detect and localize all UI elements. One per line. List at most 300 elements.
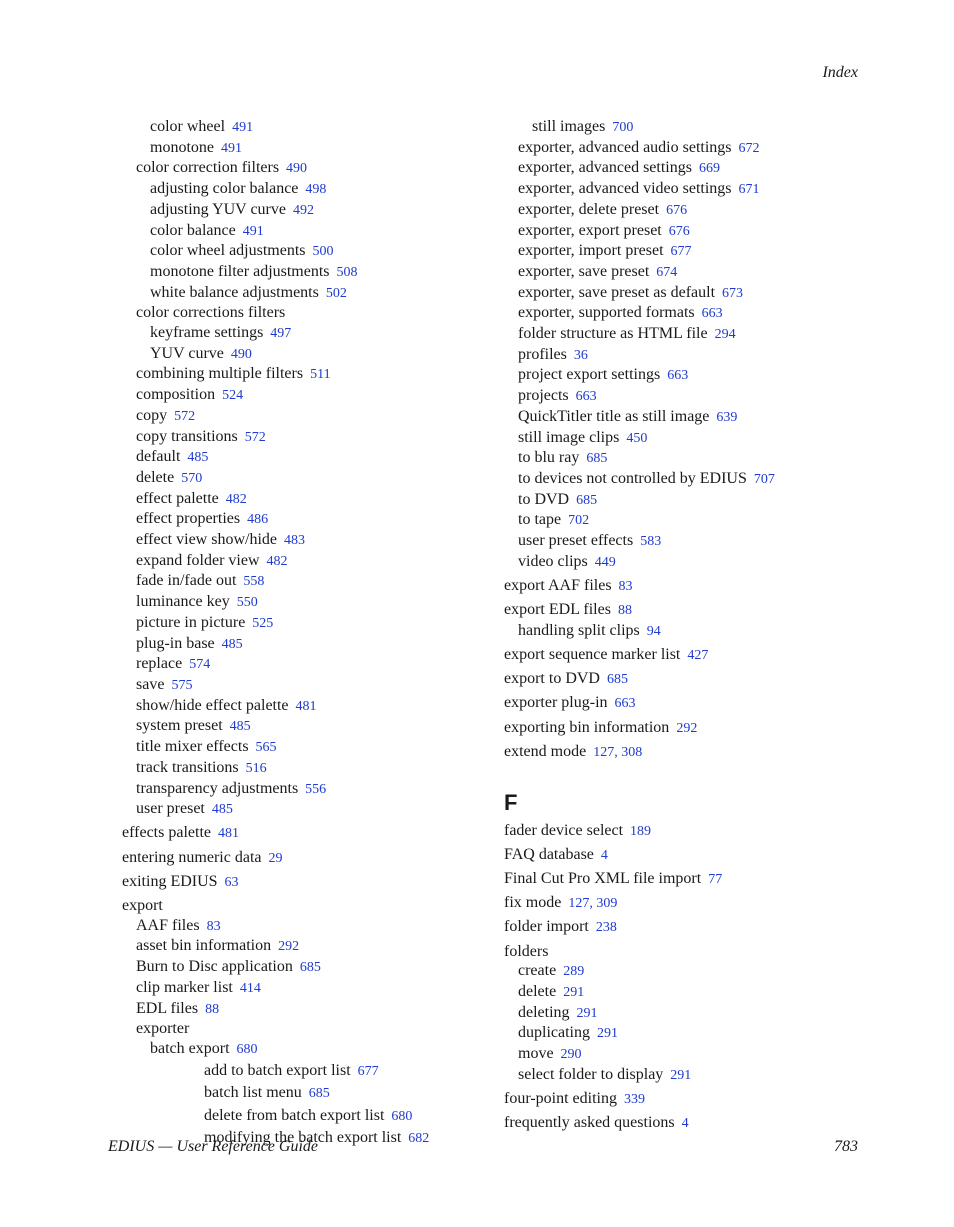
index-entry	[122, 364, 482, 385]
index-entry	[122, 447, 482, 468]
page-link[interactable]: 685	[586, 451, 608, 467]
page-refs	[305, 782, 326, 797]
page-link[interactable]: 292	[676, 720, 698, 736]
index-term: exporter, advanced settings	[518, 159, 692, 177]
index-entry	[504, 345, 844, 366]
index-term: to DVD	[518, 490, 570, 508]
index-entry	[122, 1039, 482, 1060]
page-refs	[252, 616, 273, 631]
index-term: keyframe settings	[150, 324, 264, 342]
index-column-right	[504, 117, 844, 1134]
page-link[interactable]: 707	[753, 471, 775, 487]
page-refs	[243, 574, 264, 589]
index-entry	[504, 742, 844, 763]
index-term: exporter, save preset as default	[518, 283, 716, 301]
index-term: color wheel	[150, 118, 226, 135]
index-term: exporter plug-in	[504, 694, 608, 712]
page-refs	[337, 265, 358, 280]
page-refs	[237, 1042, 258, 1057]
page-link[interactable]: 449	[594, 554, 616, 570]
page-link[interactable]: 490	[230, 346, 252, 362]
page-refs	[358, 1064, 379, 1079]
index-entry	[122, 489, 482, 510]
page-refs	[240, 981, 261, 996]
index-entry	[504, 693, 844, 714]
index-term: batch export	[150, 1039, 230, 1057]
index-term: to devices not controlled by EDIUS	[518, 469, 747, 487]
index-entry	[122, 916, 482, 937]
index-term: export to DVD	[504, 670, 600, 688]
index-term: effect palette	[136, 489, 219, 507]
page-link[interactable]: 570	[181, 470, 203, 486]
index-entry	[504, 982, 844, 1003]
page-refs	[222, 637, 243, 652]
page-refs	[595, 555, 616, 570]
page-link[interactable]: 127	[568, 896, 590, 912]
page-refs	[624, 1092, 645, 1107]
index-term: export EDL files	[504, 601, 611, 619]
page-refs	[305, 182, 326, 197]
index-entry	[504, 718, 844, 739]
page-link[interactable]: 482	[225, 491, 247, 507]
page-link[interactable]: 291	[596, 1026, 618, 1042]
page-refs	[687, 648, 708, 663]
running-header: Index	[822, 64, 858, 81]
index-term: folders	[504, 942, 549, 960]
index-term: expand folder view	[136, 551, 260, 569]
page-link[interactable]: 556	[305, 781, 327, 797]
index-term: delete	[518, 983, 557, 1001]
page-refs	[669, 224, 690, 239]
page-refs	[563, 985, 584, 1000]
index-entry	[504, 386, 844, 407]
page-link[interactable]: 502	[325, 285, 347, 301]
page-link[interactable]: 685	[299, 960, 321, 976]
page-refs	[222, 388, 243, 403]
page-link[interactable]: 491	[221, 140, 242, 156]
page-refs	[300, 960, 321, 975]
index-term: extend mode	[504, 742, 587, 760]
page-link[interactable]: 525	[252, 615, 274, 631]
index-term: deleting	[518, 1003, 570, 1021]
index-entry	[504, 961, 844, 982]
page-refs	[618, 603, 632, 618]
page-link[interactable]: 83	[206, 918, 221, 934]
index-entry	[122, 848, 482, 869]
index-term: fader device select	[504, 821, 624, 839]
page-refs	[576, 493, 597, 508]
page-link[interactable]: 485	[221, 636, 243, 652]
page-link[interactable]: 238	[595, 920, 617, 936]
page-ref-separator: ,	[614, 744, 622, 760]
page-link[interactable]: 94	[646, 623, 661, 639]
index-entry	[122, 509, 482, 530]
page-link[interactable]: 339	[624, 1092, 645, 1108]
index-entry	[504, 621, 844, 642]
page-link[interactable]: 673	[722, 285, 744, 301]
index-entry	[504, 510, 844, 531]
page-link[interactable]: 414	[239, 980, 261, 996]
index-entry	[504, 845, 844, 866]
page-link[interactable]: 491	[242, 223, 264, 239]
index-entry	[122, 200, 482, 221]
page-link[interactable]: 289	[563, 964, 585, 980]
page-refs	[702, 306, 723, 321]
page-link[interactable]: 497	[270, 326, 292, 342]
index-entry	[504, 1023, 844, 1044]
index-term: add to batch export list	[204, 1061, 351, 1079]
page-link[interactable]: 558	[243, 574, 265, 590]
index-entry	[122, 758, 482, 779]
index-entry	[504, 490, 844, 511]
index-entry	[122, 675, 482, 696]
page-link[interactable]: 575	[171, 677, 193, 693]
index-term: create	[518, 962, 557, 980]
page-link[interactable]: 676	[668, 223, 690, 239]
index-term: adjusting color balance	[150, 180, 299, 198]
page-link[interactable]: 491	[232, 120, 254, 135]
index-term: track transitions	[136, 758, 239, 776]
index-term: user preset effects	[518, 532, 634, 550]
page-refs	[207, 919, 221, 934]
index-entry	[504, 117, 844, 138]
page-refs	[269, 851, 283, 866]
page-ref-separator: ,	[589, 896, 597, 912]
page-refs	[577, 1006, 598, 1021]
index-term: move	[518, 1045, 554, 1063]
page-refs	[408, 1131, 429, 1146]
index-entry	[504, 1113, 844, 1134]
page-link[interactable]: 291	[576, 1005, 598, 1021]
page-link[interactable]: 663	[614, 696, 636, 712]
index-term: monotone filter adjustments	[150, 262, 330, 280]
page-refs	[278, 939, 299, 954]
page-link[interactable]: 676	[666, 202, 688, 218]
page-refs	[171, 678, 192, 693]
page-refs	[270, 326, 291, 341]
index-term: QuickTitler title as still image	[518, 407, 710, 425]
page-link[interactable]: 700	[612, 120, 634, 135]
index-entry	[122, 117, 482, 138]
index-term: exporter, export preset	[518, 221, 662, 239]
page-link[interactable]: 663	[575, 389, 597, 405]
index-term: frequently asked questions	[504, 1114, 675, 1132]
index-term: four-point editing	[504, 1090, 617, 1108]
page-link[interactable]: 83	[618, 578, 633, 594]
page-link[interactable]: 498	[305, 182, 327, 198]
index-term: folder structure as HTML file	[518, 325, 708, 343]
page-link[interactable]: 291	[563, 985, 585, 1001]
index-entry	[122, 221, 482, 242]
page-link[interactable]: 677	[357, 1063, 379, 1079]
index-entry	[504, 138, 844, 159]
index-term: projects	[518, 387, 569, 405]
page-link[interactable]: 291	[670, 1067, 692, 1083]
index-term: exiting EDIUS	[122, 872, 218, 890]
page-refs	[708, 872, 722, 887]
index-term: entering numeric data	[122, 848, 262, 866]
index-term: fade in/fade out	[136, 572, 237, 590]
page-refs	[676, 721, 697, 736]
index-term: effect view show/hide	[136, 531, 277, 549]
page-link[interactable]: 308	[621, 744, 643, 760]
index-entry	[122, 779, 482, 800]
index-term: clip marker list	[136, 978, 233, 996]
index-entry	[504, 1003, 844, 1024]
page-link[interactable]: 482	[266, 553, 288, 569]
page-link[interactable]: 36	[573, 347, 588, 363]
index-term: transparency adjustments	[136, 779, 299, 797]
index-entry	[504, 448, 844, 469]
page-link[interactable]: 663	[667, 368, 689, 384]
index-entry	[122, 179, 482, 200]
index-entry	[122, 613, 482, 634]
index-entry	[504, 600, 844, 621]
index-entry	[122, 241, 482, 262]
page-refs	[225, 875, 239, 890]
page-link[interactable]: 574	[189, 657, 211, 673]
index-entry	[504, 576, 844, 597]
page-link[interactable]: 550	[236, 595, 258, 611]
page-link[interactable]: 524	[222, 388, 244, 404]
page-refs	[699, 161, 720, 176]
page-link[interactable]: 672	[738, 140, 760, 156]
index-entry	[504, 407, 844, 428]
page-refs	[561, 1047, 582, 1062]
index-entry	[122, 823, 482, 844]
page-link[interactable]: 481	[217, 826, 239, 842]
page-link[interactable]: 674	[656, 264, 678, 280]
index-term: select folder to display	[518, 1065, 664, 1083]
index-entry	[504, 645, 844, 666]
page-link[interactable]: 450	[626, 430, 648, 446]
index-entry	[504, 893, 844, 914]
page-refs	[563, 964, 584, 979]
index-term: system preset	[136, 717, 223, 735]
index-term: luminance key	[136, 593, 230, 611]
index-entry	[504, 469, 844, 490]
page-link[interactable]: 292	[278, 939, 300, 955]
index-term: color wheel adjustments	[150, 242, 306, 260]
index-term: Burn to Disc application	[136, 958, 293, 976]
page-link[interactable]: 427	[687, 648, 709, 664]
index-entry	[122, 737, 482, 758]
page-link[interactable]: 572	[244, 429, 266, 445]
index-entry	[504, 428, 844, 449]
page-link[interactable]: 4	[681, 1116, 689, 1132]
page-link[interactable]: 685	[576, 492, 598, 508]
page-refs	[309, 1086, 330, 1101]
index-term: EDL files	[136, 999, 199, 1017]
index-entry	[122, 696, 482, 717]
page-refs	[181, 471, 202, 486]
page-refs	[286, 161, 307, 176]
page-refs	[597, 1026, 618, 1041]
page-link[interactable]: 680	[236, 1041, 258, 1057]
page-link[interactable]: 490	[286, 161, 308, 177]
page-refs	[230, 719, 251, 734]
index-term: exporter	[136, 1020, 190, 1038]
index-entry	[504, 283, 844, 304]
page-link[interactable]: 685	[308, 1086, 330, 1102]
page-link[interactable]: 516	[245, 760, 267, 776]
page-link[interactable]: 565	[255, 740, 277, 756]
page-link[interactable]: 127	[593, 744, 615, 760]
index-term: user preset	[136, 800, 205, 818]
index-term: profiles	[518, 345, 567, 363]
page-refs	[246, 761, 267, 776]
page-link[interactable]: 500	[312, 244, 334, 260]
page-refs	[296, 699, 317, 714]
page-link[interactable]: 63	[224, 874, 239, 890]
index-term: effect properties	[136, 510, 241, 528]
page-link[interactable]: 4	[600, 847, 608, 863]
page-link[interactable]: 77	[708, 872, 723, 887]
page-link[interactable]: 671	[738, 182, 760, 198]
page-refs	[607, 672, 628, 687]
index-entry	[504, 669, 844, 690]
page-link[interactable]: 682	[408, 1131, 430, 1147]
page-refs	[391, 1109, 412, 1124]
index-term: adjusting YUV curve	[150, 200, 286, 218]
page-refs	[267, 554, 288, 569]
index-term: export AAF files	[504, 576, 612, 594]
page-link[interactable]: 483	[284, 533, 305, 549]
page-refs	[626, 431, 647, 446]
page-number: 783	[834, 1138, 858, 1155]
page-link[interactable]: 677	[670, 244, 692, 260]
index-entry	[504, 552, 844, 573]
page-refs	[568, 513, 589, 528]
index-entry	[122, 1019, 482, 1039]
page-link[interactable]: 639	[716, 409, 738, 425]
page-refs	[601, 848, 608, 863]
index-term: replace	[136, 655, 183, 673]
page-refs	[596, 920, 617, 935]
page-link[interactable]: 702	[568, 513, 590, 529]
page-refs	[574, 348, 588, 363]
page-link[interactable]: 29	[268, 850, 283, 866]
page-link[interactable]: 508	[336, 264, 358, 280]
page-link[interactable]: 669	[698, 161, 720, 177]
letter-heading: F	[504, 789, 518, 815]
page-refs	[212, 802, 233, 817]
index-term: to tape	[518, 511, 562, 529]
page-link[interactable]: 485	[229, 719, 251, 735]
index-entry	[122, 957, 482, 978]
page-refs	[586, 451, 607, 466]
page-link[interactable]: 485	[211, 802, 233, 818]
index-entry	[122, 571, 482, 592]
page-link[interactable]: 685	[606, 672, 628, 688]
page-link[interactable]: 486	[247, 512, 269, 528]
index-entry	[504, 303, 844, 324]
index-term: YUV curve	[150, 344, 224, 362]
page-link[interactable]: 485	[187, 450, 209, 466]
page-link[interactable]: 189	[630, 823, 652, 839]
index-entry	[122, 344, 482, 365]
index-entry	[122, 1105, 482, 1128]
index-term: FAQ database	[504, 845, 594, 863]
index-term: exporter, advanced audio settings	[518, 138, 732, 156]
index-entry	[504, 1044, 844, 1065]
page-link[interactable]: 88	[617, 603, 632, 619]
page-link[interactable]: 663	[701, 306, 723, 322]
page-refs	[612, 120, 633, 135]
index-term: exporter, advanced video settings	[518, 180, 732, 198]
page-link[interactable]: 294	[714, 327, 736, 343]
index-term: composition	[136, 386, 216, 404]
index-entry	[504, 365, 844, 386]
footer-title: EDIUS — User Reference Guide	[108, 1138, 319, 1155]
page-refs	[226, 492, 247, 507]
page-link[interactable]: 583	[640, 534, 662, 550]
index-entry	[504, 200, 844, 221]
index-entry	[504, 221, 844, 242]
page-refs	[568, 896, 617, 911]
index-term: white balance adjustments	[150, 283, 319, 301]
page-refs	[231, 347, 252, 362]
index-entry	[122, 303, 482, 323]
page-refs	[667, 368, 688, 383]
page-link[interactable]: 481	[295, 698, 317, 714]
page-refs	[619, 579, 633, 594]
index-term: delete	[136, 468, 175, 486]
index-term: fix mode	[504, 894, 562, 912]
page-refs	[310, 367, 330, 382]
index-term: AAF files	[136, 916, 200, 934]
page-link[interactable]: 309	[596, 896, 618, 912]
index-entry	[504, 158, 844, 179]
page-refs	[313, 244, 334, 259]
index-entry	[122, 468, 482, 489]
index-term: exporter, supported formats	[518, 304, 695, 322]
page-refs	[656, 265, 677, 280]
page-link[interactable]: 572	[174, 408, 196, 424]
page-refs	[615, 696, 636, 711]
index-entry	[122, 1060, 482, 1083]
index-term: combining multiple filters	[136, 365, 304, 383]
index-entry	[122, 978, 482, 999]
index-term: still image clips	[518, 428, 620, 446]
index-entry	[122, 406, 482, 427]
page-refs	[630, 824, 651, 839]
index-entry	[504, 262, 844, 283]
index-term: delete from batch export list	[204, 1106, 385, 1124]
index-entry	[122, 262, 482, 283]
page-refs	[593, 745, 642, 760]
index-term: plug-in base	[136, 634, 215, 652]
index-entry	[504, 1065, 844, 1086]
page-refs	[284, 533, 305, 548]
index-entry	[122, 158, 482, 179]
page-refs	[232, 120, 253, 135]
index-term: copy	[136, 406, 168, 424]
page-link[interactable]: 492	[292, 202, 314, 218]
page-link[interactable]: 290	[560, 1047, 582, 1063]
page-link[interactable]: 511	[310, 367, 331, 383]
index-term: folder import	[504, 918, 589, 936]
page-link[interactable]: 680	[391, 1108, 413, 1124]
page-link[interactable]: 88	[205, 1001, 220, 1017]
index-term: to blu ray	[518, 449, 580, 467]
page-refs	[739, 141, 760, 156]
index-term: effects palette	[122, 824, 211, 842]
index-entry	[504, 531, 844, 552]
index-entry	[122, 1082, 482, 1105]
index-entry	[504, 869, 844, 890]
index-term: project export settings	[518, 366, 661, 384]
